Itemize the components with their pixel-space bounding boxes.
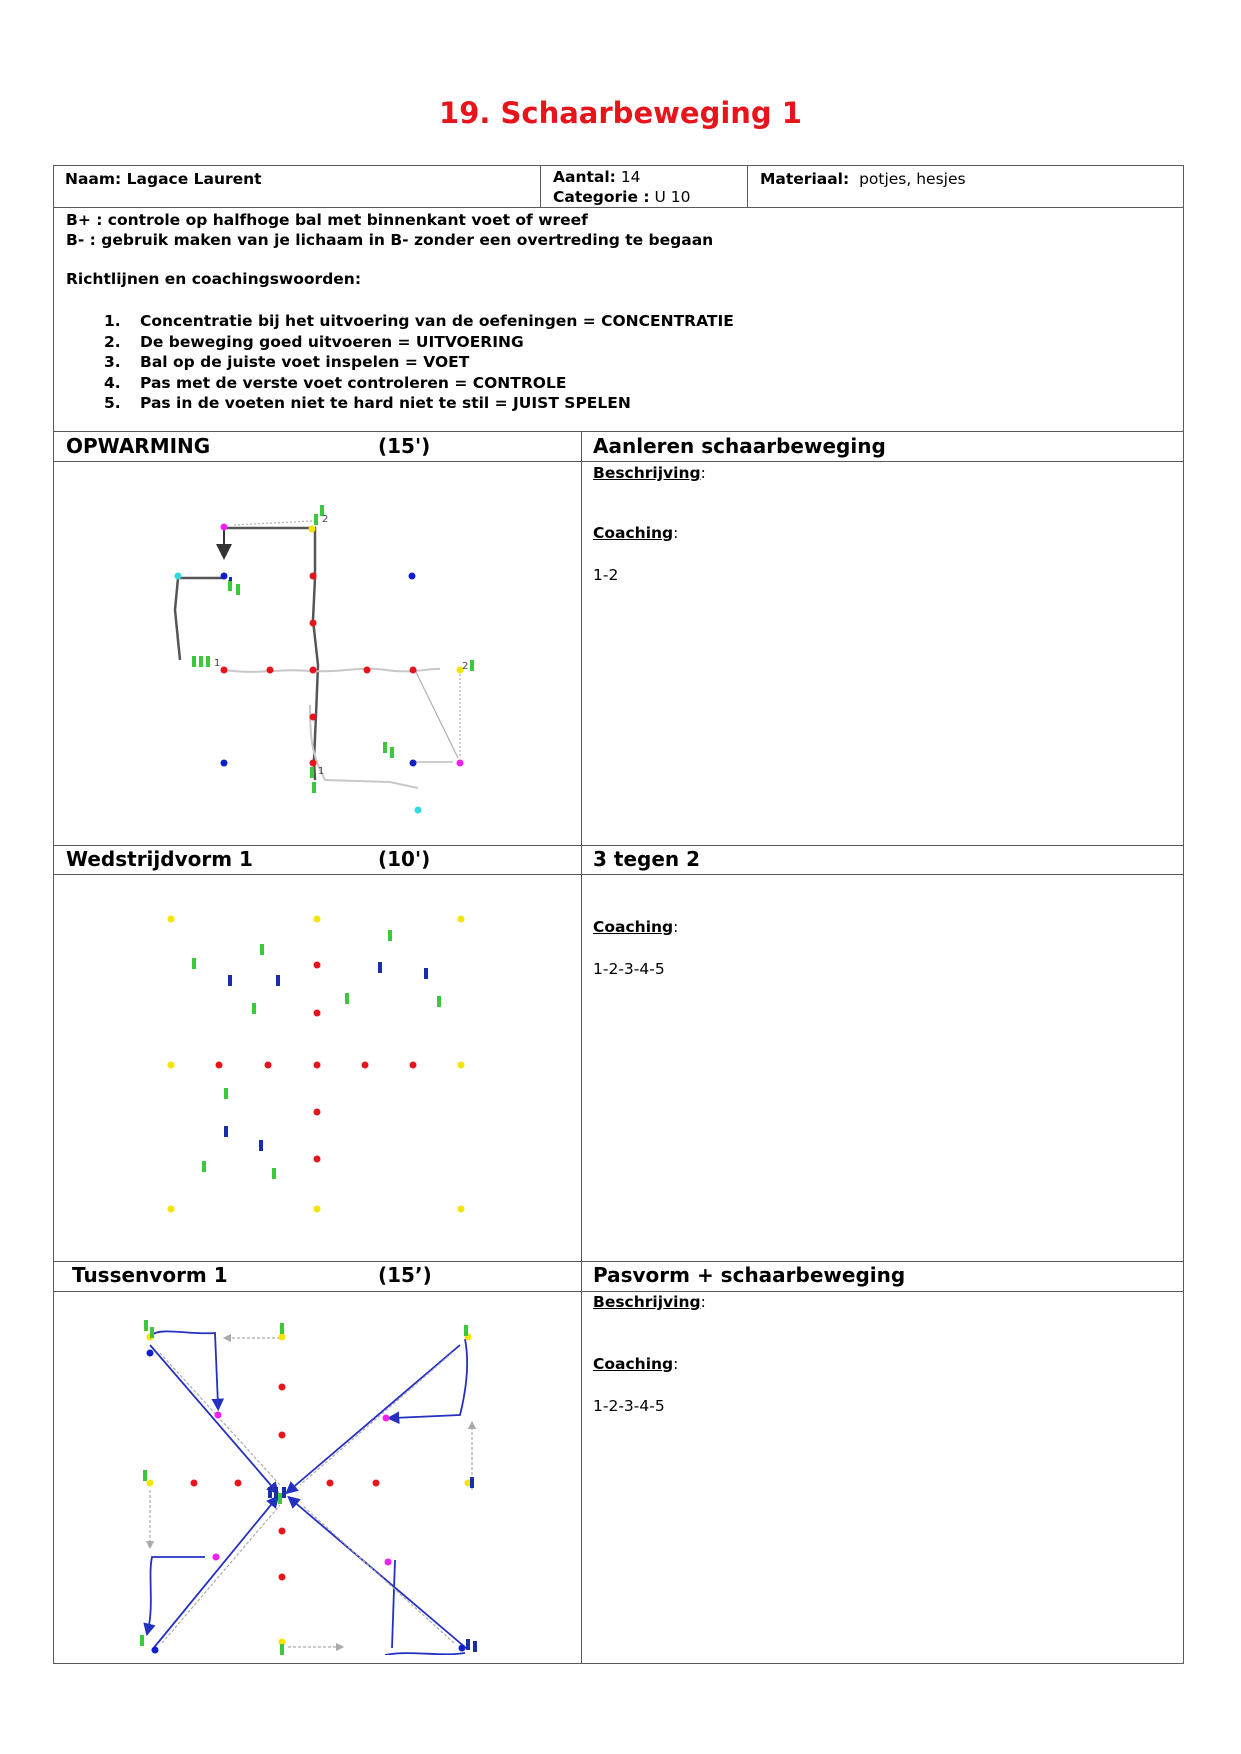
naam-text: Naam: Lagace Laurent	[65, 170, 262, 188]
divider	[53, 874, 1184, 875]
materiaal-cell	[748, 165, 1184, 208]
divider	[53, 207, 1184, 208]
section-1-duration: (15')	[378, 434, 431, 458]
diagram-label: 1	[214, 658, 221, 669]
section-3-duration: (15’)	[378, 1263, 432, 1287]
beschrijving-label: Beschrijving:	[593, 1293, 706, 1311]
materiaal-label: Materiaal:	[760, 170, 850, 188]
section-3-title: Pasvorm + schaarbeweging	[593, 1263, 906, 1287]
coaching-label: Coaching:	[593, 1355, 679, 1373]
divider	[53, 1261, 1184, 1262]
naam-cell	[53, 165, 541, 208]
coaching-value: 1-2-3-4-5	[593, 960, 665, 978]
beschrijving-label: Beschrijving:	[593, 464, 706, 482]
list-item: 3. Bal op de juiste voet inspelen = VOET	[104, 353, 470, 371]
coaching-label: Coaching:	[593, 524, 679, 542]
categorie-value: U 10	[654, 188, 691, 206]
section-2-duration: (10')	[378, 847, 431, 871]
diagram-label: 2	[322, 514, 329, 525]
divider	[53, 845, 1184, 846]
tussenvorm-diagram	[140, 1305, 490, 1655]
guidelines-title: Richtlijnen en coachingswoorden:	[66, 270, 362, 288]
materiaal-value: potjes, hesjes	[859, 170, 966, 188]
list-item: 5. Pas in de voeten niet te hard niet te stil = JUIST SPELEN	[104, 394, 631, 412]
diagram-label: 2	[462, 661, 469, 672]
section-1-name: OPWARMING	[66, 434, 211, 458]
section-2-title: 3 tegen 2	[593, 847, 701, 871]
aantal-label: Aantal:	[553, 168, 616, 186]
aantal-value: 14	[620, 168, 641, 186]
b-plus-text: B+ : controle op halfhoge bal met binnenkant voet of wreef	[66, 211, 588, 229]
categorie-label: Categorie :	[553, 188, 650, 206]
section-1-title: Aanleren schaarbeweging	[593, 434, 886, 458]
section-2-name: Wedstrijdvorm 1	[66, 847, 253, 871]
divider	[53, 431, 1184, 432]
diagram-label: 1	[318, 766, 325, 777]
page-title: 19. Schaarbeweging 1	[439, 96, 802, 130]
aantal-cell	[541, 165, 748, 208]
guidelines-list	[104, 311, 734, 414]
divider	[53, 1291, 1184, 1292]
intro-block	[66, 210, 713, 250]
wedstrijdvorm-diagram	[150, 900, 490, 1230]
column-divider	[581, 431, 582, 1664]
divider	[53, 461, 1184, 462]
list-item: 1. Concentratie bij het uitvoering van de oefeningen = CONCENTRATIE	[104, 312, 734, 330]
section-3-name: Tussenvorm 1	[72, 1263, 228, 1287]
list-item: 2. De beweging goed uitvoeren = UITVOERING	[104, 332, 524, 351]
coaching-label: Coaching:	[593, 918, 679, 936]
opwarming-diagram	[150, 490, 510, 830]
list-item: 4. Pas met de verste voet controleren = CONTROLE	[104, 373, 567, 392]
coaching-value: 1-2	[593, 566, 619, 584]
b-min-text: B- : gebruik maken van je lichaam in B- zonder een overtreding te begaan	[66, 231, 714, 249]
coaching-value: 1-2-3-4-5	[593, 1397, 665, 1415]
